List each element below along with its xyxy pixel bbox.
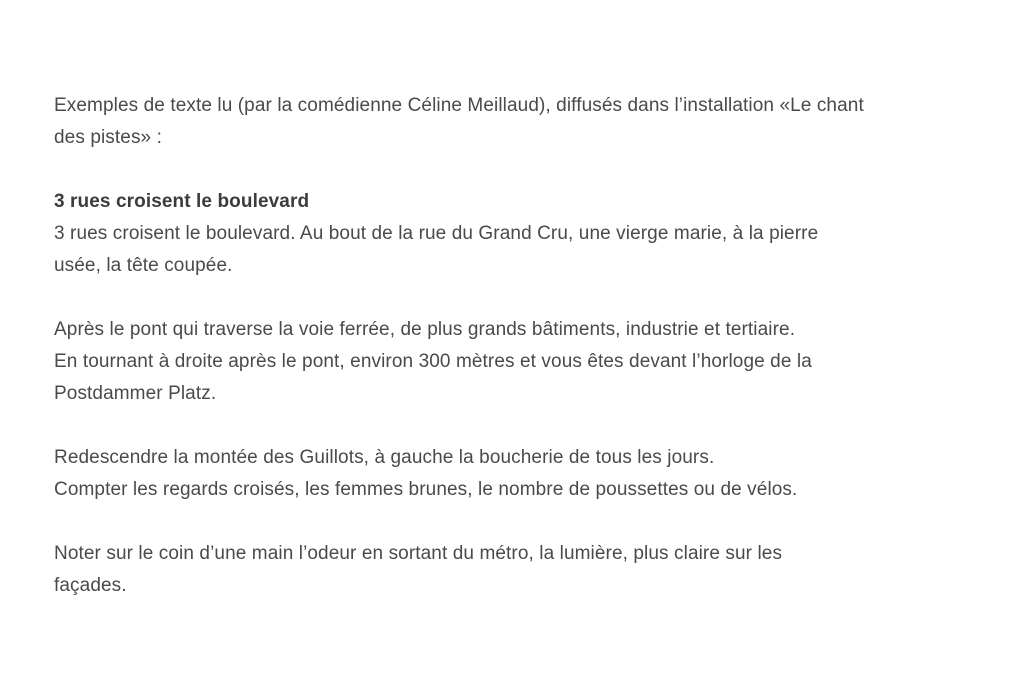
paragraph-2 [54, 314, 984, 410]
paragraph-1-line-2: usée, la tête coupée. [54, 255, 233, 276]
paragraph-2-line-2: En tournant à droite après le pont, environ 300 mètres et vous êtes devant l’horloge de la [54, 351, 812, 372]
section-first-paragraph [54, 186, 984, 282]
intro-line-2: des pistes» : [54, 127, 162, 148]
paragraph-4-line-2: façades. [54, 575, 127, 596]
paragraph-3-line-1: Redescendre la montée des Guillots, à gauche la boucherie de tous les jours. [54, 447, 715, 468]
document-body [54, 90, 984, 634]
paragraph-2-line-3: Postdammer Platz. [54, 383, 217, 404]
paragraph-2-line-1: Après le pont qui traverse la voie ferrée, de plus grands bâtiments, industrie et tertiaire. [54, 319, 796, 340]
paragraph-3-line-2: Compter les regards croisés, les femmes brunes, le nombre de poussettes ou de vélos. [54, 479, 798, 500]
paragraph-3 [54, 442, 984, 506]
paragraph-4-line-1: Noter sur le coin d’une main l’odeur en sortant du métro, la lumière, plus claire sur les [54, 543, 783, 564]
paragraph-1-line-1: 3 rues croisent le boulevard. Au bout de la rue du Grand Cru, une vierge marie, à la pierre [54, 223, 819, 244]
intro-line-1: Exemples de texte lu (par la comédienne Céline Meillaud), diffusés dans l’installation «Le chant [54, 95, 864, 116]
intro-paragraph [54, 90, 984, 154]
section-title: 3 rues croisent le boulevard [54, 191, 310, 212]
paragraph-4 [54, 538, 984, 602]
